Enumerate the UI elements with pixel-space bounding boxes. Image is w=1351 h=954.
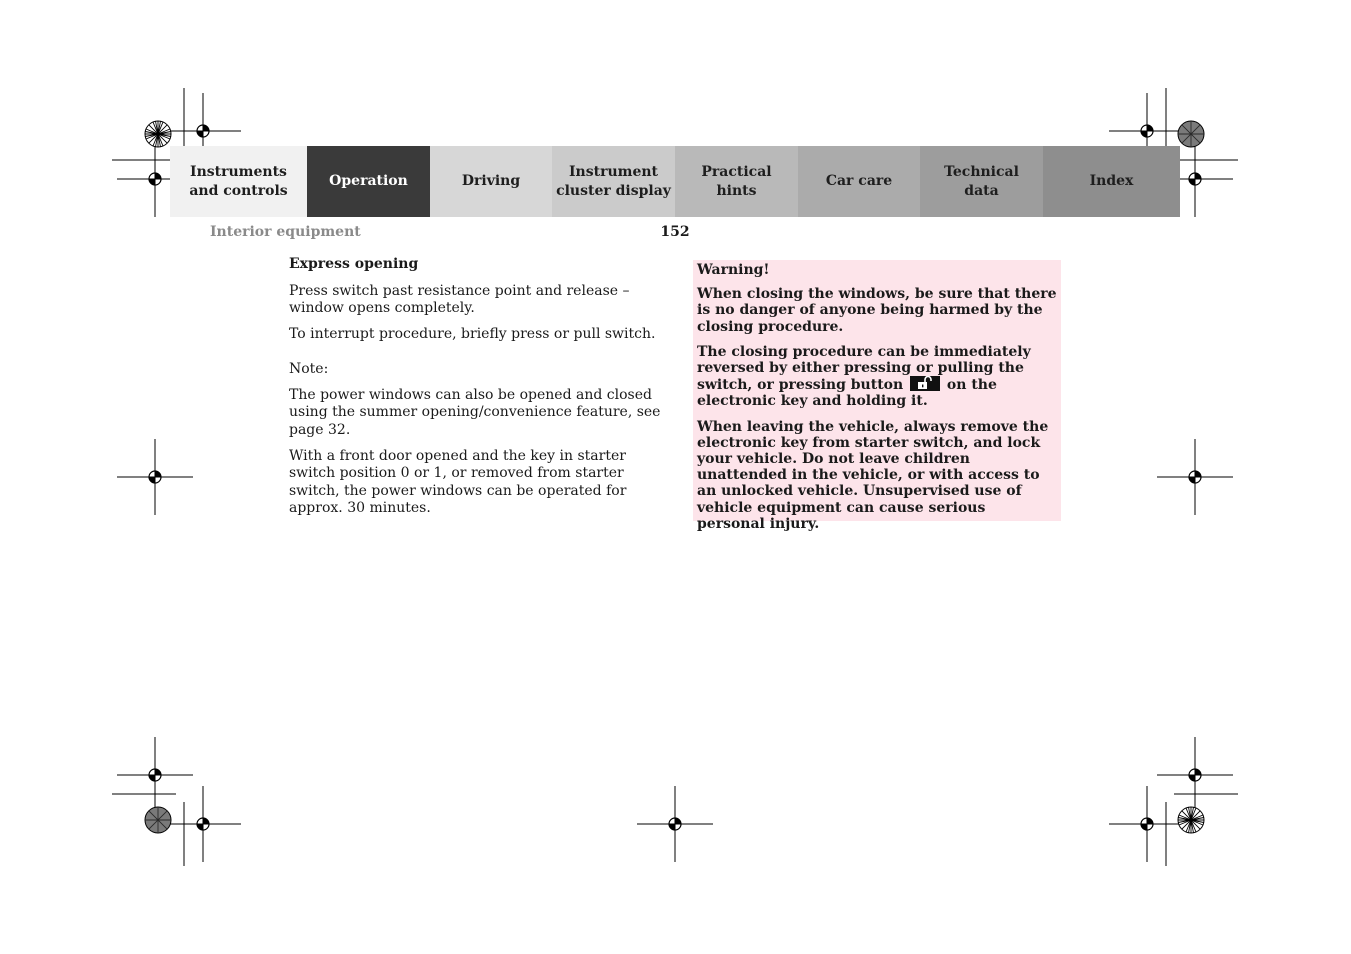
paragraph: With a front door opened and the key in starter switch position 0 or 1, or removed from starter switch, the power windows can be operated for approx. 30 minutes.	[289, 447, 627, 516]
page-number: 152	[660, 224, 690, 240]
paragraph: To interrupt procedure, briefly press or pull switch.	[289, 326, 656, 342]
tab-label: Driving	[461, 173, 521, 189]
tab-label: Index	[1089, 173, 1134, 189]
paragraph: The power windows can also be opened and closed using the summer opening/convenience feature, see page 32.	[289, 386, 661, 438]
tab-operation[interactable]	[307, 146, 430, 217]
tab-technical-data[interactable]	[920, 146, 1043, 217]
tab-label: Practical hints	[701, 163, 772, 199]
body-text-column	[289, 256, 661, 526]
tab-index[interactable]	[1043, 146, 1180, 217]
tab-label-line2: cluster display	[556, 182, 671, 199]
note-label: Note:	[289, 360, 329, 377]
tab-label-line2: and controls	[189, 182, 288, 199]
tab-label-line1: Instrument	[569, 163, 658, 180]
paragraph: Press switch past resistance point and release – window opens completely.	[289, 282, 630, 316]
tab-instruments-and-controls[interactable]	[170, 146, 307, 217]
tab-practical-hints[interactable]	[675, 146, 798, 217]
warning-paragraph: When leaving the vehicle, always remove the electronic key from starter switch, and lock your vehicle. Do not leave children unattended in the vehicle, or with access to an unlocked vehicle. Unsupervised use of vehicle equipment can cause serious personal injury.	[697, 418, 1049, 532]
tab-label-line2: data	[964, 182, 999, 199]
section-tab-bar	[170, 146, 1180, 217]
tab-instrument-cluster-display[interactable]	[552, 146, 675, 217]
tab-label-line1: Instruments	[190, 163, 287, 180]
section-title: Interior equipment	[210, 224, 361, 240]
warning-paragraph	[697, 344, 1057, 410]
warning-text: The closing procedure can be immediately reversed by either pressing or pulling the switch, or pressing button	[697, 343, 1031, 394]
tab-label: Operation	[329, 173, 408, 189]
warning-title: Warning!	[697, 262, 770, 278]
tab-label-line1: Technical	[944, 163, 1019, 180]
warning-text: on the electronic key and holding it.	[697, 377, 997, 410]
subsection-heading: Express opening	[289, 256, 419, 272]
tab-driving[interactable]	[430, 146, 552, 217]
warning-box	[693, 260, 1061, 532]
tab-label: Car care	[825, 173, 893, 189]
tab-car-care[interactable]	[798, 146, 920, 217]
unlock-padlock-icon	[910, 376, 940, 391]
warning-paragraph: When closing the windows, be sure that there is no danger of anyone being harmed by the closing procedure.	[697, 286, 1057, 335]
